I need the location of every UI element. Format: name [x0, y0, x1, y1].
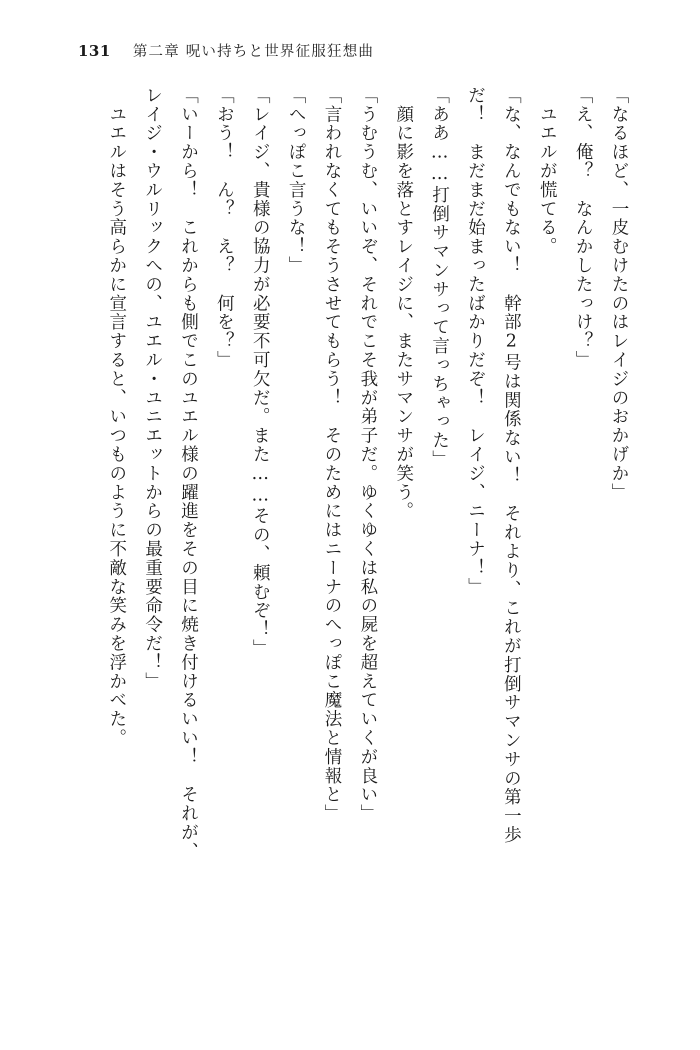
- body-line: 「うむうむ、いいぞ、それでこそ我が弟子だ。ゆくゆくは私の屍を超えていくが良い」: [357, 86, 378, 824]
- body-line: 「え、俺？ なんかしたっけ？」: [573, 86, 594, 370]
- body-line: 「いーから！ これからも側でこのユエル様の躍進をその目に焼き付けるいい！ それが、: [178, 86, 199, 861]
- chapter-title: 第二章 呪い持ちと世界征服狂想曲: [132, 44, 375, 60]
- body-line: 「ああ……打倒サマンサって言っちゃった」: [429, 86, 450, 469]
- body-line: 「なるほど、一皮むけたのはレイジのおかげか」: [609, 86, 629, 502]
- body-line: ユエルが慌てる。: [537, 86, 558, 257]
- page-number: 131: [78, 42, 111, 60]
- body-line: 「レイジ、貴様の協力が必要不可欠だ。また……その、頼むぞ！」: [250, 86, 271, 658]
- body-line: ユエルはそう高らかに宣言すると、いつものように不敵な笑みを浮かべた。: [106, 86, 127, 748]
- body-line: 顔に影を落とすレイジに、またサマンサが笑う。: [393, 86, 414, 521]
- body-line: 「おう！ ん？ え？ 何を？」: [214, 86, 235, 370]
- body-line: だ！ まだまだ始まったばかりだぞ！ レイジ、ニーナ！」: [465, 86, 486, 597]
- body-line: レイジ・ウルリックへの、ユエル・ユニエットからの最重要命令だ！」: [142, 86, 163, 691]
- page-body-text: [76, 86, 636, 976]
- running-header: [78, 40, 374, 61]
- body-line: 「へっぽこ言うな！」: [286, 86, 307, 275]
- body-line: 「な、なんでもない！ 幹部2号は関係ない！ それより、これが打倒サマンサの第一歩: [501, 86, 522, 845]
- body-line: 「言われなくてもそうさせてもらう！ そのためにはニーナのへっぽこ魔法と情報と」: [322, 86, 342, 824]
